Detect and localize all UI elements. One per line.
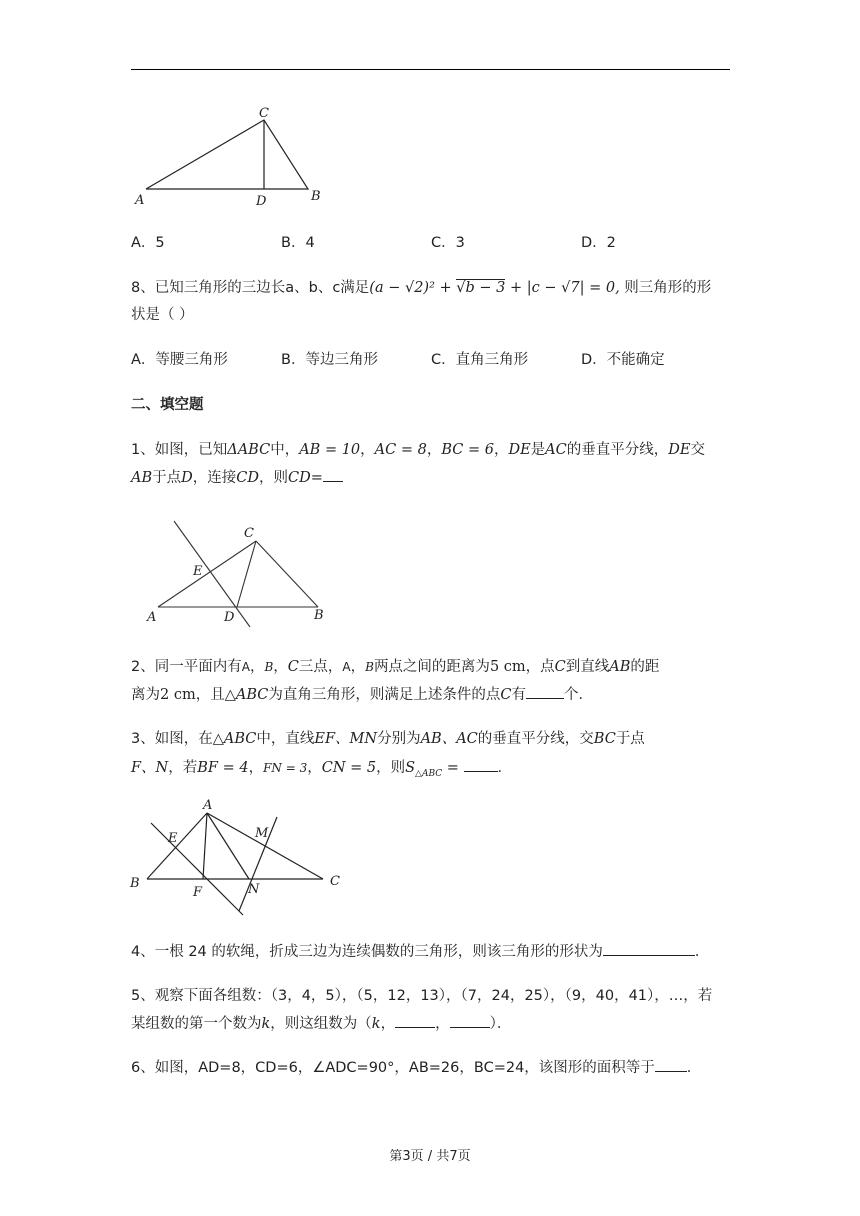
f2-answer-blank[interactable] bbox=[526, 684, 564, 699]
q8-option-a: A．等腰三角形 bbox=[131, 352, 228, 368]
label-f1-d: D bbox=[224, 610, 235, 625]
label-f3-m: M bbox=[255, 826, 269, 841]
label-f3-c: C bbox=[330, 874, 340, 889]
q8-option-b: B．等边三角形 bbox=[281, 352, 378, 368]
perpendicular-bisector-de bbox=[174, 521, 250, 627]
q7-option-c: C．3 bbox=[431, 235, 465, 251]
section-fill-in-title: 二、填空题 bbox=[131, 397, 204, 413]
f5-line2: 某组数的第一个数为k，则这组数为（k， ， ）． bbox=[131, 1013, 511, 1034]
label-q7-c: C bbox=[259, 106, 269, 121]
label-f3-f: F bbox=[193, 885, 203, 900]
f6-line: 6、如图，AD=8，CD=6，∠ADC=90°，AB=26，BC=24，该图形的面积等于 ． bbox=[131, 1057, 701, 1078]
figure-f1-triangle bbox=[140, 515, 340, 630]
segment-af bbox=[203, 813, 207, 879]
side-cb bbox=[256, 541, 318, 607]
label-q7-d: D bbox=[256, 194, 267, 209]
bisector-ef bbox=[151, 823, 243, 915]
f3-answer-blank[interactable] bbox=[464, 757, 498, 772]
q8-equation-part3: + |c − √7| = 0, bbox=[505, 280, 620, 296]
header-rule bbox=[131, 69, 730, 70]
triangle-q7 bbox=[146, 120, 308, 189]
q8-line2: 状是（ ） bbox=[131, 307, 194, 323]
f1-answer-blank[interactable] bbox=[323, 467, 343, 482]
f5-answer-blank-1[interactable] bbox=[395, 1013, 435, 1028]
f3-line2: F、N，若BF = 4，FN = 3，CN = 5，则$S_{\triangle ABC}$ = ． bbox=[131, 757, 512, 784]
q7-option-b: B．4 bbox=[281, 235, 315, 251]
f1-line2: AB于点D，连接CD，则CD= bbox=[131, 467, 343, 488]
label-f3-n: N bbox=[248, 882, 260, 897]
f5-answer-blank-2[interactable] bbox=[450, 1013, 490, 1028]
q8-option-c: C．直角三角形 bbox=[431, 352, 529, 368]
figure-f3-triangle bbox=[127, 795, 357, 920]
f6-answer-blank[interactable] bbox=[655, 1057, 687, 1072]
segment-an bbox=[207, 813, 249, 879]
label-q7-b: B bbox=[311, 189, 321, 204]
segment-cd bbox=[237, 541, 256, 607]
page-footer: 第3页 / 共7页 bbox=[389, 1149, 471, 1164]
side-ac bbox=[158, 541, 256, 607]
label-f1-c: C bbox=[244, 526, 254, 541]
q8-option-d: D．不能确定 bbox=[581, 352, 665, 368]
q7-option-d: D．2 bbox=[581, 235, 616, 251]
label-f1-b: B bbox=[314, 608, 324, 623]
label-f1-e: E bbox=[193, 564, 203, 579]
label-f3-b: B bbox=[130, 876, 140, 891]
label-f1-a: A bbox=[147, 610, 157, 625]
f2-line1: 2、同一平面内有A，B，C三点，A，B两点之间的距离为5 cm，点C到直线AB的距 bbox=[131, 659, 660, 675]
q8-equation-part2: √b − 3 bbox=[456, 280, 506, 296]
f3-line1: 3、如图，在△ABC中，直线EF、MN分别为AB、AC的垂直平分线，交BC于点 bbox=[131, 731, 645, 747]
f4-line: 4、一根 24 的软绳，折成三边为连续偶数的三角形，则该三角形的形状为 ． bbox=[131, 941, 709, 962]
q8-equation-part1: (a − √2)² + bbox=[369, 280, 457, 296]
f5-line1: 5、观察下面各组数：（3，4，5），（5，12，13），（7，24，25），（9，40，41），…，若 bbox=[131, 988, 713, 1004]
q8-line1: 8、已知三角形的三边长a、b、c满足(a − √2)² + √b − 3 + |c − √7| = 0, 则三角形的形 bbox=[131, 280, 712, 296]
label-q7-a: A bbox=[135, 193, 145, 208]
label-f3-e: E bbox=[168, 831, 178, 846]
label-f3-a: A bbox=[203, 798, 213, 813]
side-ab bbox=[147, 813, 207, 879]
f2-line2: 离为2 cm，且△ABC为直角三角形，则满足上述条件的点C有 个． bbox=[131, 684, 593, 705]
figure-q7-triangle bbox=[128, 100, 328, 212]
f4-answer-blank[interactable] bbox=[603, 941, 695, 956]
f1-line1: 1、如图，已知ΔABC中，AB = 10，AC = 8，BC = 6，DE是AC的垂直平分线，DE交 bbox=[131, 442, 705, 458]
q7-option-a: A．5 bbox=[131, 235, 165, 251]
